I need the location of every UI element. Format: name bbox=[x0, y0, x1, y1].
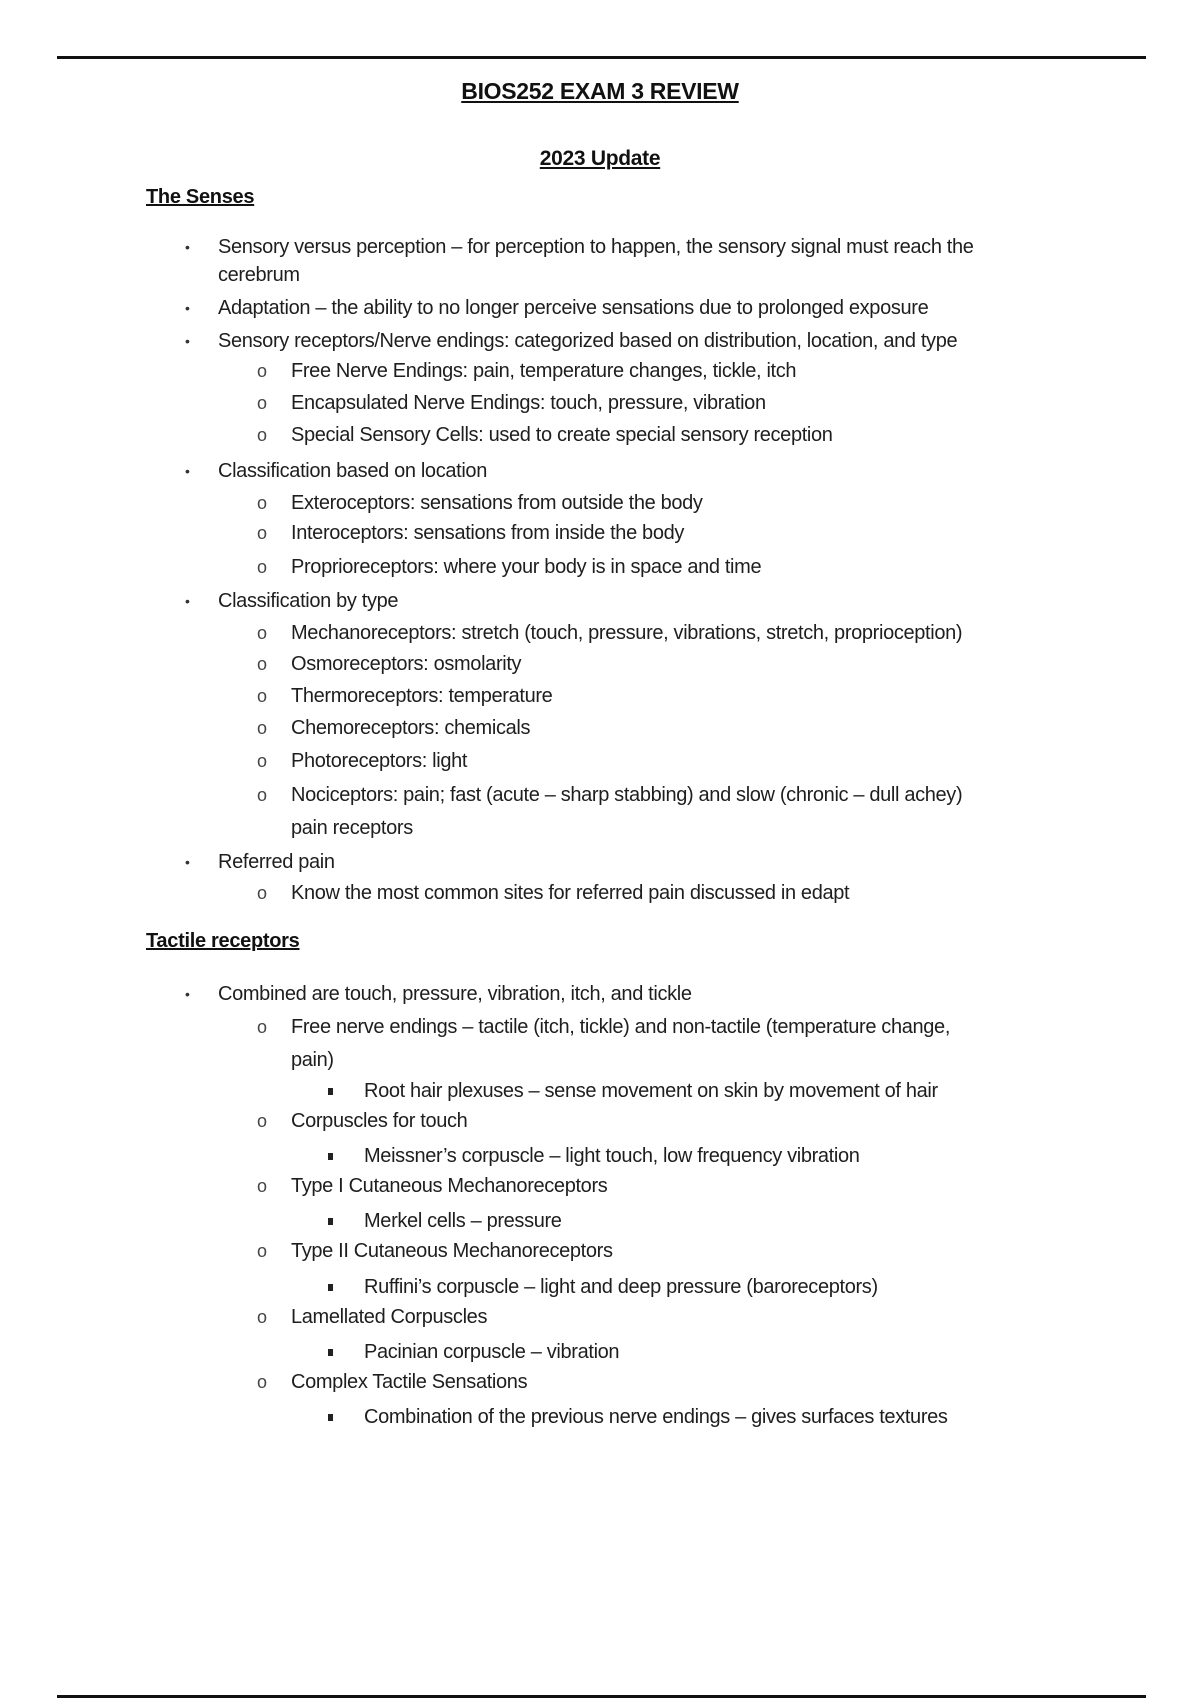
list-item: Pacinian corpuscle – vibration bbox=[364, 1338, 619, 1366]
document-title: BIOS252 EXAM 3 REVIEW bbox=[461, 78, 739, 104]
list-item: • Classification based on location bbox=[218, 457, 487, 485]
list-item: Merkel cells – pressure bbox=[364, 1207, 562, 1235]
bullet-dot-icon: • bbox=[185, 333, 190, 349]
bullet-dot-icon: • bbox=[185, 300, 190, 316]
bullet-square-icon bbox=[328, 1414, 333, 1421]
bullet-circle-icon: o bbox=[257, 1241, 267, 1261]
list-item: o Type II Cutaneous Mechanoreceptors bbox=[291, 1237, 613, 1265]
bullet-square-icon bbox=[328, 1153, 333, 1160]
bullet-circle-icon: o bbox=[257, 1176, 267, 1196]
list-item: o Free nerve endings – tactile (itch, tickle) and non-tactile (temperature change, pain) bbox=[291, 1011, 950, 1077]
list-item: o Interoceptors: sensations from inside the body bbox=[291, 519, 684, 547]
bullet-circle-icon: o bbox=[257, 393, 267, 413]
section-heading-the-senses: The Senses bbox=[146, 186, 255, 208]
bullet-circle-icon: o bbox=[257, 623, 267, 643]
list-item: • Sensory versus perception – for perception to happen, the sensory signal must reach the cerebrum bbox=[218, 233, 974, 289]
list-item: • Classification by type bbox=[218, 587, 398, 615]
bullet-dot-icon: • bbox=[185, 986, 190, 1002]
list-item: o Lamellated Corpuscles bbox=[291, 1303, 487, 1331]
list-item: o Special Sensory Cells: used to create special sensory reception bbox=[291, 421, 833, 449]
list-item: Ruffini’s corpuscle – light and deep pressure (baroreceptors) bbox=[364, 1273, 878, 1301]
list-item: o Know the most common sites for referred pain discussed in edapt bbox=[291, 879, 849, 907]
bullet-circle-icon: o bbox=[257, 751, 267, 771]
bullet-circle-icon: o bbox=[257, 523, 267, 543]
list-item: Meissner’s corpuscle – light touch, low frequency vibration bbox=[364, 1142, 860, 1170]
bullet-circle-icon: o bbox=[257, 493, 267, 513]
bullet-dot-icon: • bbox=[185, 463, 190, 479]
bullet-circle-icon: o bbox=[257, 686, 267, 706]
list-item: o Corpuscles for touch bbox=[291, 1107, 467, 1135]
list-item: o Chemoreceptors: chemicals bbox=[291, 714, 530, 742]
list-item: o Complex Tactile Sensations bbox=[291, 1368, 527, 1396]
list-item: o Free Nerve Endings: pain, temperature changes, tickle, itch bbox=[291, 357, 796, 385]
bullet-circle-icon: o bbox=[257, 1307, 267, 1327]
list-item: o Type I Cutaneous Mechanoreceptors bbox=[291, 1172, 607, 1200]
bullet-circle-icon: o bbox=[257, 1111, 267, 1131]
list-item: • Adaptation – the ability to no longer perceive sensations due to prolonged exposure bbox=[218, 294, 928, 322]
list-item: o Proprioreceptors: where your body is in space and time bbox=[291, 553, 761, 581]
bullet-square-icon bbox=[328, 1088, 333, 1095]
list-item: o Exteroceptors: sensations from outside the body bbox=[291, 489, 703, 517]
bullet-circle-icon: o bbox=[257, 1372, 267, 1392]
section-heading-tactile-receptors: Tactile receptors bbox=[146, 930, 300, 952]
bullet-circle-icon: o bbox=[257, 361, 267, 381]
bullet-dot-icon: • bbox=[185, 593, 190, 609]
list-item: • Sensory receptors/Nerve endings: categorized based on distribution, location, and type bbox=[218, 327, 957, 355]
bullet-circle-icon: o bbox=[257, 883, 267, 903]
bottom-rule bbox=[57, 1695, 1146, 1698]
document-subtitle: 2023 Update bbox=[539, 147, 661, 170]
bullet-circle-icon: o bbox=[257, 654, 267, 674]
bullet-circle-icon: o bbox=[257, 1017, 267, 1037]
list-item: o Osmoreceptors: osmolarity bbox=[291, 650, 521, 678]
top-rule bbox=[57, 56, 1146, 59]
list-item: o Encapsulated Nerve Endings: touch, pressure, vibration bbox=[291, 389, 766, 417]
bullet-circle-icon: o bbox=[257, 785, 267, 805]
list-item: • Combined are touch, pressure, vibration, itch, and tickle bbox=[218, 980, 692, 1008]
bullet-square-icon bbox=[328, 1284, 333, 1291]
list-item: o Thermoreceptors: temperature bbox=[291, 682, 552, 710]
bullet-square-icon bbox=[328, 1349, 333, 1356]
bullet-circle-icon: o bbox=[257, 718, 267, 738]
list-item: Combination of the previous nerve endings – gives surfaces textures bbox=[364, 1403, 948, 1431]
bullet-dot-icon: • bbox=[185, 239, 190, 255]
list-item: o Nociceptors: pain; fast (acute – sharp stabbing) and slow (chronic – dull achey) pain receptors bbox=[291, 779, 962, 845]
list-item: o Mechanoreceptors: stretch (touch, pressure, vibrations, stretch, proprioception) bbox=[291, 619, 962, 647]
bullet-dot-icon: • bbox=[185, 854, 190, 870]
bullet-square-icon bbox=[328, 1218, 333, 1225]
list-item: • Referred pain bbox=[218, 848, 335, 876]
bullet-circle-icon: o bbox=[257, 557, 267, 577]
bullet-circle-icon: o bbox=[257, 425, 267, 445]
list-item: o Photoreceptors: light bbox=[291, 747, 467, 775]
list-item: Root hair plexuses – sense movement on skin by movement of hair bbox=[364, 1077, 938, 1105]
